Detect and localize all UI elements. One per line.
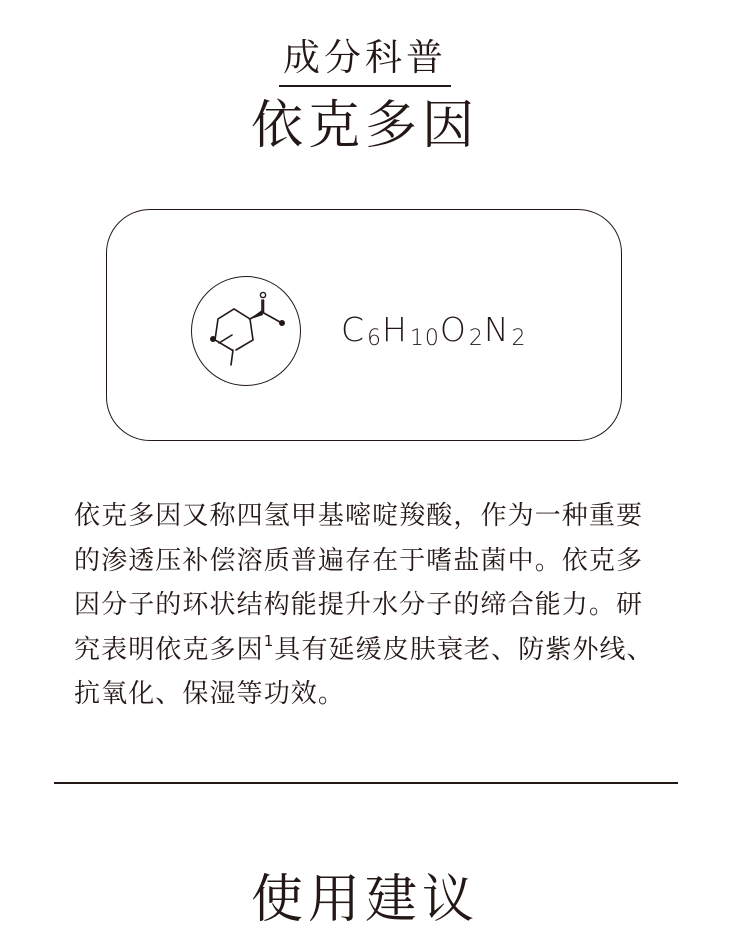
formula-element: H	[382, 310, 410, 349]
formula-card	[106, 209, 622, 441]
section-divider	[54, 782, 678, 784]
formula-element: O	[439, 310, 469, 349]
section-label	[0, 34, 730, 87]
molecule-drawing	[192, 277, 302, 387]
ingredient-title: 依克多因	[250, 96, 479, 156]
section-label-text: 成分科普	[279, 34, 451, 87]
formula-subscript: 2	[468, 326, 484, 351]
chemical-formula	[341, 310, 527, 359]
formula-element: C	[341, 310, 368, 349]
description-text: 依克多因又称四氢甲基嘧啶羧酸，作为一种重要的渗透压补偿溶质普遍存在于嗜盐菌中。依克多因分子的环状结构能提升水分子的缔合能力。研究表明依克多因	[74, 501, 644, 665]
description-text-continued: 具有延缓皮肤衰老、防紫外线、抗氧化、保湿等功效。	[74, 634, 654, 710]
formula-subscript: 2	[511, 326, 527, 351]
usage-title: 使用建议	[250, 870, 479, 930]
reference-marker: 1	[263, 631, 275, 650]
formula-subscript: 6	[367, 326, 383, 351]
formula-subscript: 10	[409, 326, 440, 351]
formula-element: N	[483, 310, 512, 349]
ingredient-description	[74, 494, 664, 717]
molecule-structure-icon	[191, 276, 301, 386]
